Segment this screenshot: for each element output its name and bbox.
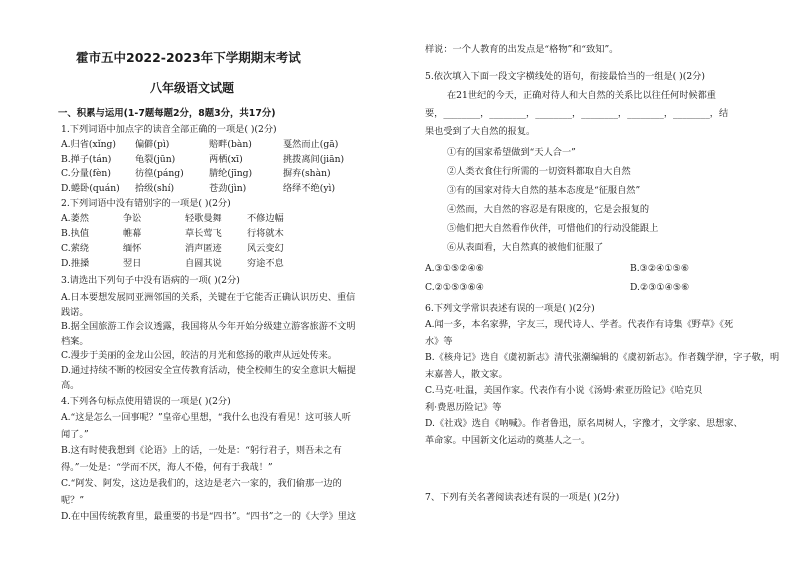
text-line: C.漫步于美丽的金龙山公园，皎洁的月光和悠扬的歌声从远处传来。 (61, 350, 338, 362)
text-line: A.日本要想发展同亚洲邻国的关系，关键在于它能否正确认识历史、重信 (61, 292, 356, 303)
option-d: D.②③①④⑤⑥ (630, 282, 690, 293)
text-line: C.马克·吐温，美国作家。代表作有小说《汤姆·索亚历险记》《哈克贝 (425, 385, 703, 396)
option-cell: 不修边幅 (247, 213, 284, 224)
option-cell: 苍劲(jìn) (209, 182, 247, 194)
text-line: 档案。 (61, 335, 89, 347)
option-cell: 拾级(shí) (135, 182, 175, 194)
text-line: B.据全国旅游工作会议透露，我国将从今年开始分级建立游客旅游不文明 (61, 321, 356, 333)
text-line: 得。”一处是：“学而不厌，海人不倦，何有于我哉！” (61, 461, 273, 473)
right-column (425, 0, 780, 561)
text-line: 革命家。中国新文化运动的奠基人之一。 (425, 434, 591, 446)
option-cell: 摒弃(shàn) (283, 168, 331, 179)
option-cell: 偏僻(pì) (135, 139, 170, 150)
text-line: A.“这是怎么一回事呢？”皇帝心里想，“我什么也没有看见！这可骇人听 (61, 412, 352, 423)
question-stem: 4.下列各句标点使用错误的一项是( )(2分) (61, 396, 231, 407)
option-cell: 挑拨离间(jiān) (283, 153, 345, 165)
text-line: 在21世纪的今天，正确对待人和大自然的关系比以往任何时候都重 (447, 90, 716, 101)
option-cell: 行将就木 (247, 228, 284, 239)
text-line: D.在中国传统教育里，最重要的书是“四书”。“四书”之一的《大学》里这 (61, 511, 357, 522)
option-cell: D.推搡 (61, 258, 90, 269)
option-cell: 龟裂(jūn) (135, 153, 176, 165)
text-line: ⑤他们把大自然看作伙伴，可惜他们的行动没能跟上 (447, 223, 659, 234)
option-cell: 络绎不绝(yì) (283, 182, 336, 194)
text-line: 要，________，________，________，________，________，________，结 (425, 108, 729, 119)
question-stem: 3.请选出下列句子中没有语病的一项( )(2分) (61, 275, 240, 286)
option-cell: C.分量(fèn) (61, 168, 111, 179)
option-cell: A.归省(xǐng) (61, 139, 117, 150)
text-line: 末嘉善人，散文家。 (425, 368, 508, 380)
text-line: 践诺。 (61, 306, 89, 318)
left-column (58, 0, 396, 561)
option-cell: 腈纶(jīng) (209, 168, 253, 179)
option-cell: B.掸子(tán) (61, 153, 112, 165)
option-a: A.③①⑤②④⑥ (425, 263, 484, 274)
option-cell: 轻歌曼舞 (185, 213, 222, 224)
option-cell: 帷幕 (123, 228, 142, 239)
text-line: ②人类衣食住行所需的一切资料都取自大自然 (447, 166, 631, 177)
text-line: ①有的国家希望做到“天人合一” (447, 147, 576, 158)
question-4-continuation: 样说：一个人教育的出发点是“格物”和“致知”。 (425, 44, 619, 55)
option-b: B.③②④①⑤⑥ (630, 263, 690, 274)
question-stem: 7、下列有关名著阅读表述有误的一项是( )(2分) (425, 492, 620, 503)
question-stem: 2.下列词语中没有错别字的一项是( )(2分) (61, 198, 231, 209)
option-cell: D.蜷卧(quán) (61, 182, 120, 194)
text-line: D.通过持续不断的校园安全宣传教育活动，使全校师生的安全意识大幅提 (61, 365, 356, 376)
text-line: ③有的国家对待大自然的基本态度是“征服自然” (447, 185, 641, 196)
text-line: B.这有时使我想到《论语》上的话，一处是：“躬行君子，则吾未之有 (61, 445, 342, 456)
text-line: D.《社戏》选自《呐喊》。作者鲁迅，原名周树人，字豫才，文学家、思想家、 (425, 418, 743, 429)
option-c: C.②①⑤③⑥④ (425, 282, 485, 293)
option-cell: 穷途不息 (247, 258, 284, 269)
option-cell: 消声匿迹 (185, 243, 222, 254)
text-line: B.《核舟记》选自《虞初新志》清代张潮编辑的《虞初新志》。作者魏学洢，字子敬，明 (425, 352, 780, 363)
option-cell: 戛然而止(gā) (283, 139, 339, 150)
option-cell: C.萦绕 (61, 243, 89, 254)
option-cell: B.执值 (61, 228, 90, 239)
text-line: ⑥从表面看，大自然真的被他们征服了 (447, 242, 604, 253)
text-line: 水》等 (425, 335, 453, 347)
text-line: 高。 (61, 379, 80, 391)
option-cell: 草长莺飞 (185, 228, 222, 239)
option-cell: A.萎然 (61, 213, 89, 224)
text-line: ④然而，大自然的容忍是有限度的，它是会报复的 (447, 204, 650, 215)
option-cell: 风云变幻 (247, 243, 284, 254)
option-cell: 赔畔(bàn) (209, 139, 252, 150)
text-line: A.闻一多，本名家骅，字友三，现代诗人、学者。代表作有诗集《野草》《死 (425, 319, 734, 330)
text-line: 果也受到了大自然的报复。 (425, 126, 536, 137)
exam-subtitle: 八年级语文试题 (150, 81, 235, 95)
question-stem: 6.下列文学常识表述有误的一项是( )(2分) (425, 303, 595, 314)
option-cell: 两栖(xī) (209, 153, 243, 165)
option-cell: 自圆其说 (185, 258, 222, 269)
text-line: 闻了。” (61, 428, 89, 440)
question-stem: 1.下列词语中加点字的读音全部正确的一项是( )(2分) (61, 124, 277, 135)
option-cell: 缅怀 (123, 243, 142, 254)
question-stem: 5.依次填入下面一段文字横线处的语句，衔接最恰当的一组是( )(2分) (425, 71, 705, 82)
exam-title: 霍市五中2022-2023年下学期期末考试 (76, 50, 301, 65)
text-line: C.“阿发、阿发，这边是我们的，这边是老六一家的，我们偷那一边的 (61, 478, 342, 489)
option-cell: 翌日 (123, 258, 142, 269)
option-cell: 争讼 (123, 213, 142, 224)
option-cell: 彷徨(páng) (135, 168, 184, 179)
section-heading: 一、积累与运用(1-7题每题2分，8题3分，共17分) (58, 108, 276, 119)
text-line: 利·费恩历险记》等 (425, 401, 502, 413)
text-line: 呢？” (61, 494, 85, 506)
